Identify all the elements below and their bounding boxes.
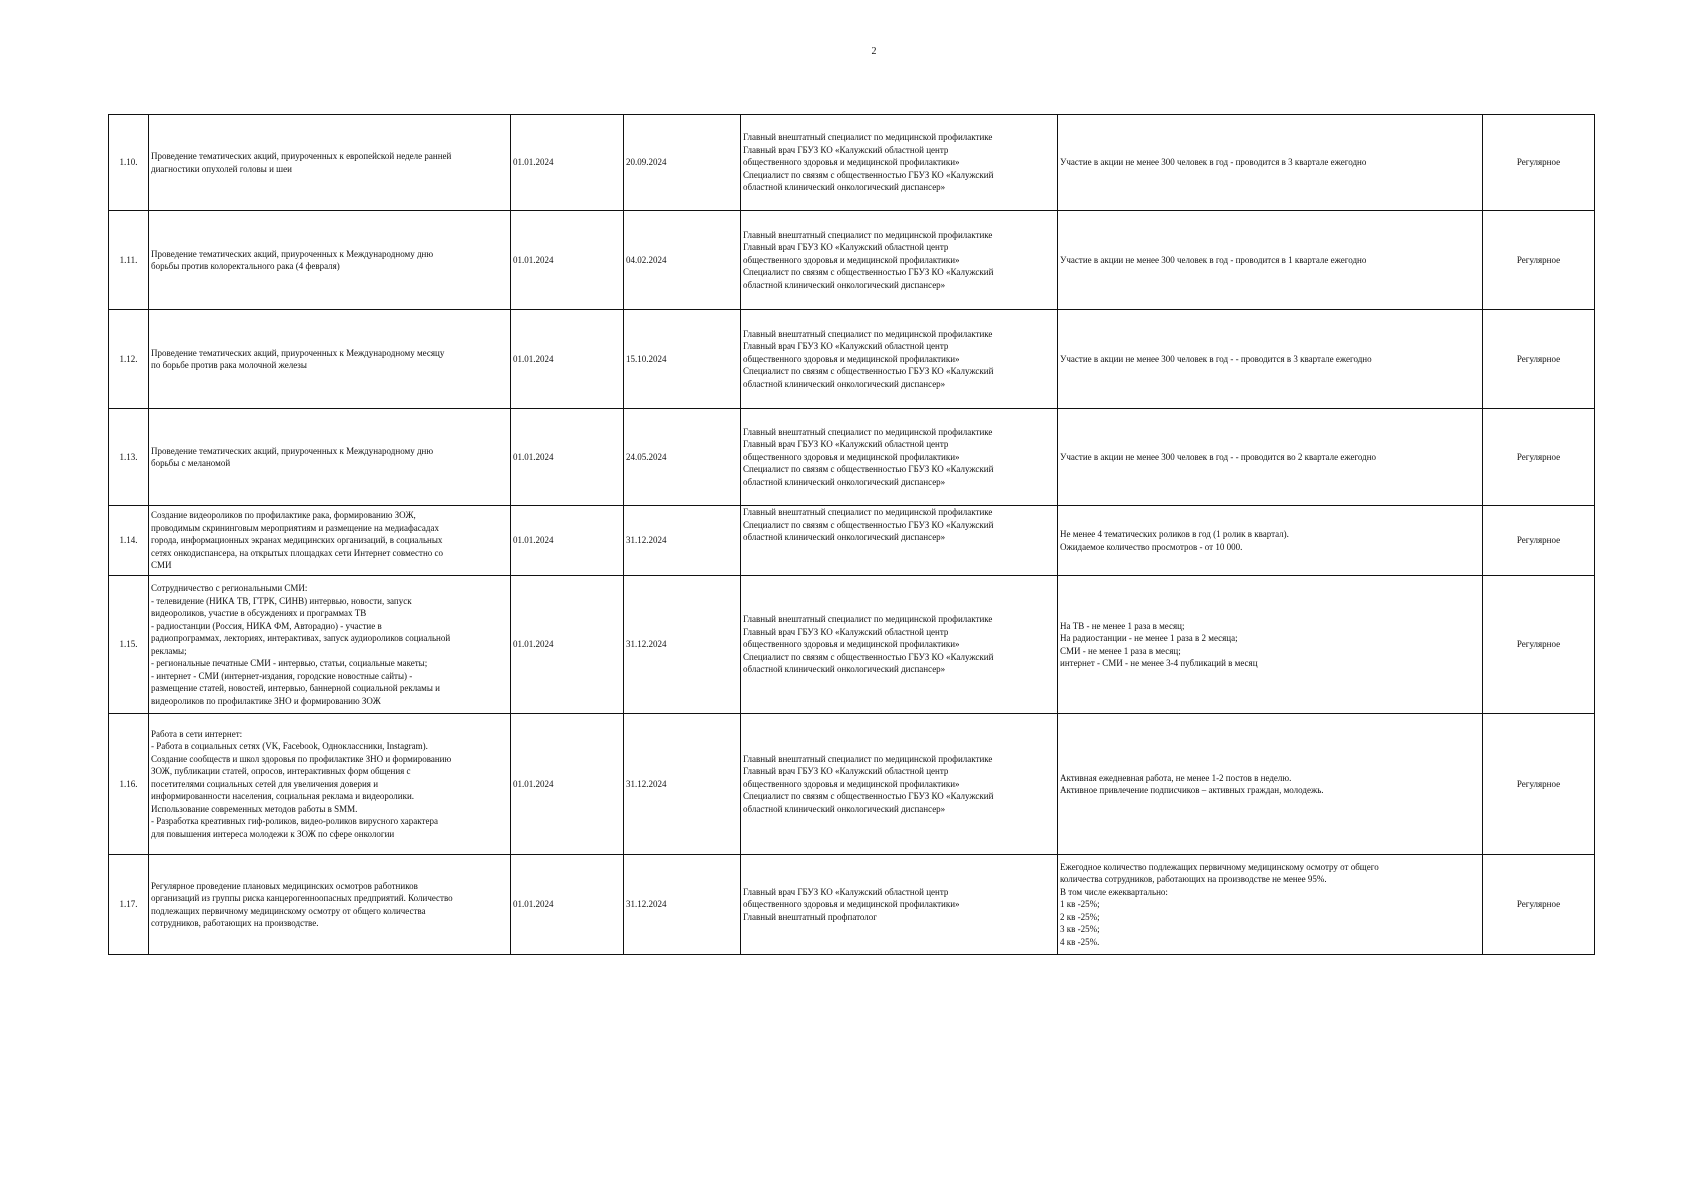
responsible-text-line: Специалист по связям с общественностью ГБУЗ КО «Калужский: [743, 651, 994, 662]
indicator-text-line: 2 кв -25%;: [1060, 911, 1100, 922]
activity-text-line: по борьбе против рака молочной железы: [151, 360, 307, 370]
end-date-cell: [624, 506, 741, 576]
item-number: 1.15.: [119, 639, 138, 650]
end-date: 31.12.2024: [626, 535, 667, 546]
responsible-cell: [741, 211, 1058, 310]
responsible-text-line: областной клинический онкологический диспансер»: [743, 664, 946, 675]
indicator-cell: [1058, 506, 1483, 576]
activity-cell: [149, 506, 511, 576]
responsible-text-line: общественного здоровья и медицинской профилактики»: [743, 353, 960, 364]
responsible-text-line: Главный внештатный специалист по медицинской профилактике: [743, 614, 993, 625]
activity-text-line: Создание видеороликов по профилактике рака, формированию ЗОЖ,: [151, 510, 416, 521]
indicator-text-line: интернет - СМИ - не менее 3-4 публикаций в месяц: [1060, 658, 1258, 668]
activity-text-line: проводимым скрининговым мероприятиям и размещение на медиафасадах: [151, 522, 439, 533]
indicator-text-line: количества сотрудников, работающих на производстве не менее 95%.: [1060, 874, 1327, 885]
item-number: 1.17.: [119, 899, 138, 910]
activity-text-line: ЗОЖ, публикации статей, опросов, интерактивных форм общения с: [151, 766, 411, 777]
periodicity-text: Регулярное: [1516, 535, 1561, 546]
responsible-text-line: Специалист по связям с общественностью ГБУЗ КО «Калужский: [743, 169, 994, 180]
periodicity-text: Регулярное: [1516, 899, 1561, 910]
responsible-cell: [741, 576, 1058, 714]
table-row: [109, 310, 1595, 409]
responsible-text-line: Главный врач ГБУЗ КО «Калужский областной центр: [743, 886, 949, 897]
item-number: 1.12.: [119, 353, 138, 364]
activity-cell: [149, 115, 511, 211]
responsible-cell: [741, 310, 1058, 409]
responsible-text-line: Главный внештатный специалист по медицинской профилактике: [743, 132, 993, 143]
responsible-text-line: общественного здоровья и медицинской профилактики»: [743, 639, 960, 650]
responsible-text-line: Главный врач ГБУЗ КО «Калужский областной центр: [743, 242, 949, 253]
indicator-text-line: Участие в акции не менее 300 человек в год - - проводится во 2 квартале ежегодно: [1060, 451, 1377, 462]
responsible-text-line: областной клинический онкологический диспансер»: [743, 532, 946, 542]
indicator-cell: [1058, 115, 1483, 211]
responsible-text-line: Главный внештатный специалист по медицинской профилактике: [743, 229, 993, 240]
indicator-text-line: Участие в акции не менее 300 человек в год - проводится в 3 квартале ежегодно: [1060, 157, 1367, 168]
periodicity-text: Регулярное: [1516, 157, 1561, 168]
item-number-cell: [109, 506, 149, 576]
activity-text-line: видеороликов по профилактике ЗНО и формированию ЗОЖ: [151, 695, 381, 706]
responsible-cell: [741, 714, 1058, 855]
activity-text-line: - региональные печатные СМИ - интервью, статьи, социальные макеты;: [151, 658, 428, 668]
periodicity-cell: [1483, 855, 1595, 955]
periodicity-cell: [1483, 211, 1595, 310]
end-date-cell: [624, 115, 741, 211]
responsible-cell: [741, 855, 1058, 955]
indicator-text-line: 1 кв -25%;: [1060, 899, 1100, 910]
start-date: 01.01.2024: [513, 639, 554, 650]
end-date: 04.02.2024: [626, 254, 667, 265]
responsible-text-line: Главный врач ГБУЗ КО «Калужский областной центр: [743, 439, 949, 450]
end-date-cell: [624, 714, 741, 855]
table-row: [109, 855, 1595, 955]
activity-text-line: Проведение тематических акций, приуроченных к Международному дню: [151, 248, 434, 259]
activity-text-line: Проведение тематических акций, приуроченных к Международному месяцу: [151, 347, 445, 358]
indicator-text-line: Участие в акции не менее 300 человек в год - - проводится в 3 квартале ежегодно: [1060, 353, 1372, 364]
periodicity-cell: [1483, 115, 1595, 211]
activity-text-line: Проведение тематических акций, приуроченных к Международному дню: [151, 445, 434, 456]
item-number-cell: [109, 409, 149, 506]
activity-cell: [149, 855, 511, 955]
responsible-text-line: Главный внештатный специалист по медицинской профилактике: [743, 507, 993, 517]
responsible-text-line: Специалист по связям с общественностью ГБУЗ КО «Калужский: [743, 267, 994, 278]
activity-text-line: Проведение тематических акций, приуроченных к европейской неделе ранней: [151, 151, 452, 161]
indicator-text-line: На радиостанции - не менее 1 раза в 2 месяца;: [1060, 633, 1238, 643]
activity-text-line: борьбы против колоректального рака (4 февраля): [151, 261, 340, 271]
activity-text-line: радиопрограммах, лекториях, интерактивах, запуск аудиороликов социальной: [151, 633, 451, 643]
responsible-cell: [741, 409, 1058, 506]
item-number-cell: [109, 714, 149, 855]
responsible-text-line: общественного здоровья и медицинской профилактики»: [743, 899, 960, 910]
indicator-text-line: В том числе ежеквартально:: [1060, 886, 1168, 897]
table-row: [109, 506, 1595, 576]
periodicity-cell: [1483, 576, 1595, 714]
activity-cell: [149, 211, 511, 310]
activities-table: [108, 114, 1595, 955]
indicator-text-line: Не менее 4 тематических роликов в год (1 ролик в квартал).: [1060, 529, 1289, 539]
responsible-text-line: Специалист по связям с общественностью ГБУЗ КО «Калужский: [743, 366, 994, 377]
responsible-text-line: Главный внештатный специалист по медицинской профилактике: [743, 753, 993, 764]
table-row: [109, 714, 1595, 855]
start-date: 01.01.2024: [513, 899, 554, 910]
periodicity-text: Регулярное: [1516, 254, 1561, 265]
start-date-cell: [511, 506, 624, 576]
activity-text-line: рекламы;: [151, 645, 187, 656]
indicator-cell: [1058, 714, 1483, 855]
indicator-text-line: На ТВ - не менее 1 раза в месяц;: [1060, 620, 1185, 631]
start-date-cell: [511, 115, 624, 211]
indicator-text-line: Активная ежедневная работа, не менее 1-2 постов в неделю.: [1060, 772, 1292, 783]
periodicity-text: Регулярное: [1516, 353, 1561, 364]
item-number-cell: [109, 310, 149, 409]
responsible-text-line: общественного здоровья и медицинской профилактики»: [743, 157, 960, 168]
activity-text-line: подлежащих первичному медицинскому осмотру от общего количества: [151, 905, 426, 916]
periodicity-cell: [1483, 409, 1595, 506]
indicator-text-line: 4 кв -25%.: [1060, 936, 1100, 947]
start-date-cell: [511, 310, 624, 409]
end-date: 24.05.2024: [626, 451, 667, 462]
indicator-cell: [1058, 576, 1483, 714]
activity-text-line: - радиостанции (Россия, НИКА ФМ, Авторадио) - участие в: [151, 620, 382, 631]
responsible-text-line: областной клинический онкологический диспансер»: [743, 803, 946, 814]
activity-text-line: борьбы с меланомой: [151, 458, 231, 468]
end-date-cell: [624, 409, 741, 506]
item-number-cell: [109, 855, 149, 955]
start-date: 01.01.2024: [513, 254, 554, 265]
indicator-text-line: Участие в акции не менее 300 человек в год - проводится в 1 квартале ежегодно: [1060, 254, 1367, 265]
activity-text-line: сетях онкодиспансера, на открытых площадках сети Интернет совместно со: [151, 547, 444, 558]
responsible-cell: [741, 115, 1058, 211]
activity-text-line: - интернет - СМИ (интернет-издания, городские новостные сайты) -: [151, 670, 413, 681]
indicator-cell: [1058, 409, 1483, 506]
item-number-cell: [109, 211, 149, 310]
activity-text-line: города, информационных экранах медицинских организаций, в социальных: [151, 535, 443, 546]
periodicity-text: Регулярное: [1516, 639, 1561, 650]
start-date-cell: [511, 855, 624, 955]
indicator-cell: [1058, 211, 1483, 310]
activity-text-line: сотрудников, работающих на производстве.: [151, 918, 319, 928]
table-row: [109, 409, 1595, 506]
periodicity-text: Регулярное: [1516, 778, 1561, 789]
activity-text-line: организаций из группы риска канцерогенноопасных предприятий. Количество: [151, 893, 453, 903]
end-date: 15.10.2024: [626, 353, 667, 364]
responsible-text-line: Главный внештатный специалист по медицинской профилактике: [743, 328, 993, 339]
responsible-text-line: Специалист по связям с общественностью ГБУЗ КО «Калужский: [743, 791, 994, 802]
indicator-cell: [1058, 310, 1483, 409]
periodicity-cell: [1483, 714, 1595, 855]
responsible-text-line: общественного здоровья и медицинской профилактики»: [743, 254, 960, 265]
responsible-text-line: Специалист по связям с общественностью ГБУЗ КО «Калужский: [743, 464, 994, 475]
responsible-text-line: Главный врач ГБУЗ КО «Калужский областной центр: [743, 766, 949, 777]
responsible-text-line: общественного здоровья и медицинской профилактики»: [743, 778, 960, 789]
end-date-cell: [624, 211, 741, 310]
item-number: 1.11.: [119, 254, 138, 265]
activity-text-line: Использование современных методов работы в SMM.: [151, 803, 358, 814]
responsible-text-line: Главный врач ГБУЗ КО «Калужский областной центр: [743, 144, 949, 155]
indicator-text-line: Активное привлечение подписчиков – активных граждан, молодежь.: [1060, 785, 1324, 795]
activity-cell: [149, 310, 511, 409]
item-number-cell: [109, 576, 149, 714]
activity-text-line: размещение статей, новостей, интервью, баннерной социальной рекламы и: [151, 683, 440, 693]
activity-text-line: информированности населения, социальная реклама и видеоролики.: [151, 791, 415, 802]
start-date-cell: [511, 211, 624, 310]
activity-text-line: видеороликов, участие в обсуждениях и программах ТВ: [151, 608, 367, 618]
activity-text-line: посетителями социальных сетей для увеличения доверия и: [151, 778, 379, 789]
indicator-cell: [1058, 855, 1483, 955]
periodicity-cell: [1483, 506, 1595, 576]
start-date-cell: [511, 576, 624, 714]
table-row: [109, 576, 1595, 714]
activity-text-line: СМИ: [151, 560, 172, 571]
end-date-cell: [624, 855, 741, 955]
page-number: 2: [871, 46, 877, 57]
indicator-text-line: Ежегодное количество подлежащих первичному медицинскому осмотру от общего: [1060, 861, 1379, 872]
activity-text-line: - Работа в социальных сетях (VK, Facebook, Одноклассники, Instagram).: [151, 741, 428, 752]
end-date: 31.12.2024: [626, 639, 667, 650]
end-date-cell: [624, 576, 741, 714]
end-date: 31.12.2024: [626, 778, 667, 789]
periodicity-cell: [1483, 310, 1595, 409]
start-date: 01.01.2024: [513, 353, 554, 364]
activity-cell: [149, 409, 511, 506]
item-number: 1.13.: [119, 451, 138, 462]
table-row: [109, 211, 1595, 310]
end-date: 20.09.2024: [626, 157, 667, 168]
activity-text-line: Создание сообществ и школ здоровья по профилактике ЗНО и формированию: [151, 753, 452, 764]
responsible-cell: [741, 506, 1058, 576]
activity-text-line: диагностики опухолей головы и шеи: [151, 163, 292, 174]
item-number: 1.14.: [119, 535, 138, 546]
periodicity-text: Регулярное: [1516, 451, 1561, 462]
end-date-cell: [624, 310, 741, 409]
indicator-text-line: 3 кв -25%;: [1060, 924, 1100, 935]
activity-text-line: - Разработка креативных гиф-роликов, видео-роликов вирусного характера: [151, 816, 438, 827]
item-number: 1.16.: [119, 778, 138, 789]
start-date-cell: [511, 409, 624, 506]
table-row: [109, 115, 1595, 211]
indicator-text-line: Ожидаемое количество просмотров - от 10 000.: [1060, 541, 1243, 552]
start-date-cell: [511, 714, 624, 855]
responsible-text-line: областной клинический онкологический диспансер»: [743, 378, 946, 389]
activity-text-line: Регулярное проведение плановых медицинских осмотров работников: [151, 880, 418, 891]
responsible-text-line: Главный врач ГБУЗ КО «Калужский областной центр: [743, 341, 949, 352]
indicator-text-line: СМИ - не менее 1 раза в месяц;: [1060, 645, 1181, 656]
end-date: 31.12.2024: [626, 899, 667, 910]
activity-cell: [149, 714, 511, 855]
responsible-text-line: областной клинический онкологический диспансер»: [743, 476, 946, 487]
start-date: 01.01.2024: [513, 157, 554, 168]
activity-text-line: Работа в сети интернет:: [151, 728, 243, 739]
responsible-text-line: Главный внештатный специалист по медицинской профилактике: [743, 426, 993, 437]
start-date: 01.01.2024: [513, 451, 554, 462]
activity-cell: [149, 576, 511, 714]
responsible-text-line: Специалист по связям с общественностью ГБУЗ КО «Калужский: [743, 519, 994, 530]
start-date: 01.01.2024: [513, 778, 554, 789]
responsible-text-line: Главный врач ГБУЗ КО «Калужский областной центр: [743, 626, 949, 637]
responsible-text-line: областной клинический онкологический диспансер»: [743, 279, 946, 290]
item-number: 1.10.: [119, 157, 138, 168]
start-date: 01.01.2024: [513, 535, 554, 546]
item-number-cell: [109, 115, 149, 211]
responsible-text-line: Главный внештатный профпатолог: [743, 911, 877, 922]
responsible-text-line: областной клинический онкологический диспансер»: [743, 182, 946, 193]
responsible-text-line: общественного здоровья и медицинской профилактики»: [743, 451, 960, 462]
activity-text-line: Сотрудничество с региональными СМИ:: [151, 583, 308, 593]
activity-text-line: - телевидение (НИКА ТВ, ГТРК, СИНВ) интервью, новости, запуск: [151, 595, 412, 606]
activity-text-line: для повышения интереса молодежи к ЗОЖ по сфере онкологии: [151, 828, 395, 839]
